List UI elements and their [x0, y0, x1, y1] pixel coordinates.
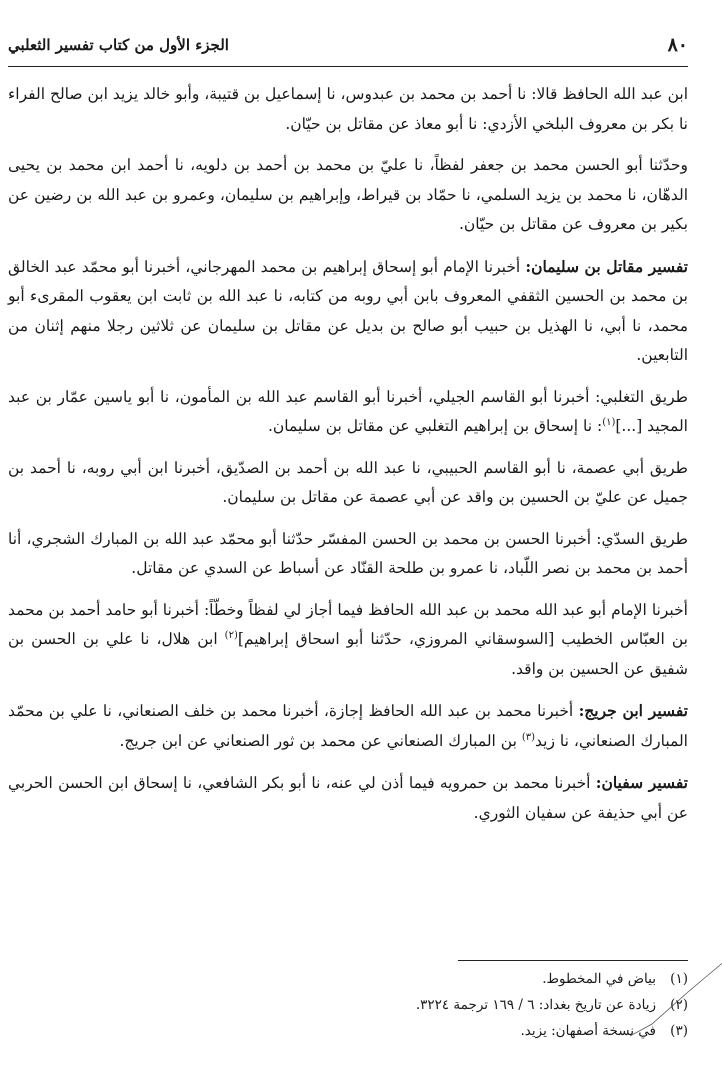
- page-number: ٨٠: [667, 34, 688, 56]
- paragraph-text: : نا إسحاق بن إبراهيم التغلبي عن مقاتل بن سليمان.: [267, 417, 603, 435]
- paragraph: [8, 768, 688, 828]
- section-heading: تفسير ابن جريج:: [578, 701, 688, 720]
- paragraph: [8, 696, 688, 756]
- paragraph-text: أخبرنا محمد بن عبد الله الحافظ إجازة، أخبرنا محمد بن خلف الصنعاني، نا علي بن محمّد المبارك الصنعاني، نا زيد: [8, 702, 688, 750]
- paragraph: [8, 596, 688, 685]
- footnote-number: (٣): [670, 1023, 688, 1039]
- header-rule: [8, 66, 688, 67]
- paragraph-text: طريق أبي عصمة، نا أبو القاسم الحبيبي، نا عبد الله بن أحمد بن الصدّيق، أخبرنا ابن أبي روبه، نا أحمد بن جميل عن عليّ بن الحسين بن واقد عن أبي عصمة عن مقاتل بن سليمان.: [8, 458, 688, 506]
- footnote-text: في نسخة أصفهان: يزيد.: [520, 1023, 656, 1039]
- footnote-ref: (٢): [224, 629, 238, 641]
- page-header: [8, 34, 688, 60]
- paragraph-text: ابن هلال، نا علي بن الحسن بن شفيق عن الحسين بن واقد.: [8, 630, 688, 678]
- main-text: [8, 80, 688, 840]
- footnote-text: زيادة عن تاريخ بغداد: ٦ / ١٦٩ ترجمة ٣٢٢٤.: [415, 997, 656, 1013]
- footnote: [8, 966, 688, 992]
- paragraph-text: ابن عبد الله الحافظ قالا: نا أحمد بن محمد بن عبدوس، نا إسماعيل بن قتيبة، وأبو خالد يزيد ابن صالح الفراء نا بكر بن معروف البلخي الأزدي: نا أبو معاذ عن مقاتل بن حيّان.: [8, 85, 688, 133]
- footnote-ref: (٣): [521, 731, 535, 743]
- scan-pencil-mark: [628, 958, 722, 1038]
- paragraph-text: طريق السدّي: أخبرنا الحسن بن محمد بن الحسن المفسّر حدّثنا أبو محمّد عبد الله بن المبارك الشجري، أنا أحمد بن محمد بن نصر اللّباد، نا عمرو بن طلحة القنّاد عن أسباط عن السدي عن مقاتل.: [8, 529, 688, 577]
- paragraph: [8, 525, 688, 584]
- paragraph-text: طريق التغلبي: أخبرنا أبو القاسم الجيلي، أخبرنا أبو القاسم عبد الله بن المأمون، نا أبو ياسين عمّار بن عبد المجيد [...]: [8, 387, 688, 435]
- paragraph-text: وحدّثنا أبو الحسن محمد بن جعفر لفظاً، نا عليّ بن محمد بن أحمد بن دلويه، نا أحمد ابن محمد بن يحيى الدهّان، نا محمد بن يزيد السلمي، نا حمّاد بن قيراط، وإبراهيم بن سليمان، وعمرو بن عبد الله بن رضين عن بكير بن معروف عن مقاتل بن حيّان.: [8, 156, 688, 233]
- paragraph: [8, 151, 688, 240]
- footnote: [8, 1018, 688, 1044]
- paragraph: [8, 454, 688, 513]
- footnote-number: (٢): [670, 997, 688, 1013]
- paragraph-text: أخبرنا الإمام أبو عبد الله محمد بن عبد الله الحافظ فيما أجاز لي لفظاً وخطّاً: أخبرنا أبو حامد أحمد بن محمد بن العبّاس الخطيب [السوسقاني المروزي، حدّثنا أبو اسحاق إبراهيم]: [8, 600, 688, 648]
- paragraph-text: أخبرنا الإمام أبو إسحاق إبراهيم بن محمد المهرجاني، أخبرنا أبو محمّد عبد الخالق بن محمد بن الحسين الثقفي المعروف بابن أبي روبه من كتابه، نا عبد الله بن ثابت ابن يعقوب المقرىء أبو محمد، نا أبي، نا الهذيل بن حبيب أبو صالح بن بديل عن مقاتل بن سليمان عن ثلاثين رجلا منهم إثنان من التابعين.: [8, 257, 688, 364]
- running-title: الجزء الأول من كتاب تفسير الثعلبي: [8, 36, 229, 54]
- footnote-ref: (١): [602, 416, 616, 428]
- footnotes: [8, 966, 688, 1044]
- paragraph: [8, 80, 688, 139]
- paragraph-text: بن المبارك الصنعاني عن محمد بن ثور الصنعاني عن ابن جريج.: [119, 731, 522, 750]
- footnote-text: بياض في المخطوط.: [542, 971, 656, 987]
- section-heading: تفسير مقاتل بن سليمان:: [525, 256, 688, 276]
- footnote-number: (١): [670, 971, 688, 987]
- paragraph-text: أخبرنا محمد بن حمرويه فيما أذن لي عنه، نا أبو بكر الشافعي، نا إسحاق ابن الحسن الحربي عن أبي حذيفة عن سفيان الثوري.: [8, 774, 688, 822]
- paragraph: [8, 383, 688, 442]
- footnote: [8, 992, 688, 1018]
- section-heading: تفسير سفيان:: [595, 773, 688, 792]
- paragraph: [8, 252, 688, 371]
